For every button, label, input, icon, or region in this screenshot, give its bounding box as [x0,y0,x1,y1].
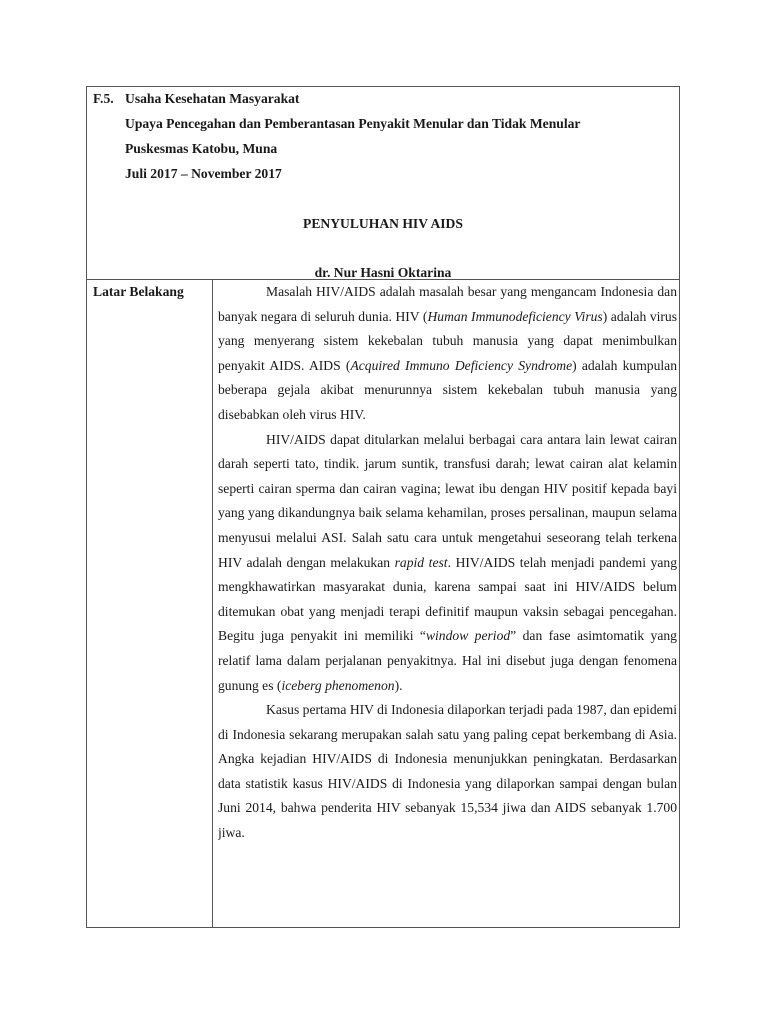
p2-text-a: HIV/AIDS dapat ditularkan melalui berbagai cara antara lain lewat cairan darah seperti tato, tindik. jarum suntik, transfusi darah; lewat cairan alat kelamin seperti cairan sperma dan cairan vagina; lewat ibu dengan HIV positif kepada bayi yang yang dikandungnya baik selama kehamilan, proses persalinan, maupun selama menyusui melalui ASI. Salah satu cara untuk mengetahui seseorang telah terkena HIV adalah dengan melakukan [218,431,677,570]
location: Puskesmas Katobu, Muna [125,141,278,156]
document-title: PENYULUHAN HIV AIDS [303,216,463,231]
p2-text-e: ” dan fase asimtomatik yang relatif lama dalam perjalanan penyakitnya. Hal ini disebut juga dengan fenomena gunung es ( [218,628,677,693]
program-name: Usaha Kesehatan Masyarakat [125,91,300,106]
activity-name: Upaya Pencegahan dan Pemberantasan Penyakit Menular dan Tidak Menular [125,116,581,131]
section-label: Latar Belakang [93,284,184,299]
report-table [86,86,680,928]
p3-text-a: Kasus pertama HIV di Indonesia dilaporkan terjadi pada 1987, dan epidemi di Indonesia sekarang merupakan salah satu yang paling cepat berkembang di Asia. Angka kejadian HIV/AIDS di Indonesia menunjukkan peningkatan. Berdasarkan data statistik kasus HIV/AIDS di Indonesia yang dilaporkan sampai dengan bulan Juni 2014, bahwa penderita HIV sebanyak 15,534 jiwa dan AIDS sebanyak 1.700 jiwa. [218,702,677,841]
p2-text-c: . HIV/AIDS telah menjadi pandemi yang mengkhawatirkan masyarakat dunia, karena sampai saat ini HIV/AIDS belum ditemukan obat yang menjadi terapi definitif maupun vaksin sebagai pencegahan. Begitu juga penyakit ini memiliki “ [218,554,677,644]
p1-text-a: Masalah HIV/AIDS adalah masalah besar yang mengancam Indonesia dan banyak negara di seluruh dunia. HIV ( [218,284,677,324]
section-code: F.5. [93,91,114,106]
p2-text-g: ). [394,677,403,693]
p2-italic-f: iceberg phenomenon [281,677,395,693]
label-column [87,280,213,927]
p1-italic-b: Human Immunodeficiency Virus [427,308,603,324]
content-column [218,280,677,927]
p1-text-e: ) adalah kumpulan beberapa gejala akibat menurunnya sistem kekebalan tubuh manusia yang disebabkan oleh virus HIV. [218,357,677,422]
period: Juli 2017 – November 2017 [125,166,282,181]
p2-italic-b: rapid test [394,554,448,570]
p1-italic-d: Acquired Immuno Deficiency Syndrome [350,357,573,373]
header-cell [87,87,679,280]
paragraph-2 [218,428,677,699]
p1-text-c: ) adalah virus yang menyerang sistem kekebalan tubuh manusia yang dapat menimbulkan penyakit AIDS. AIDS ( [218,308,677,373]
paragraph-1 [218,280,677,428]
author-name: dr. Nur Hasni Oktarina [314,265,452,280]
p2-italic-d: window period [425,628,511,644]
paragraph-3 [218,698,677,846]
